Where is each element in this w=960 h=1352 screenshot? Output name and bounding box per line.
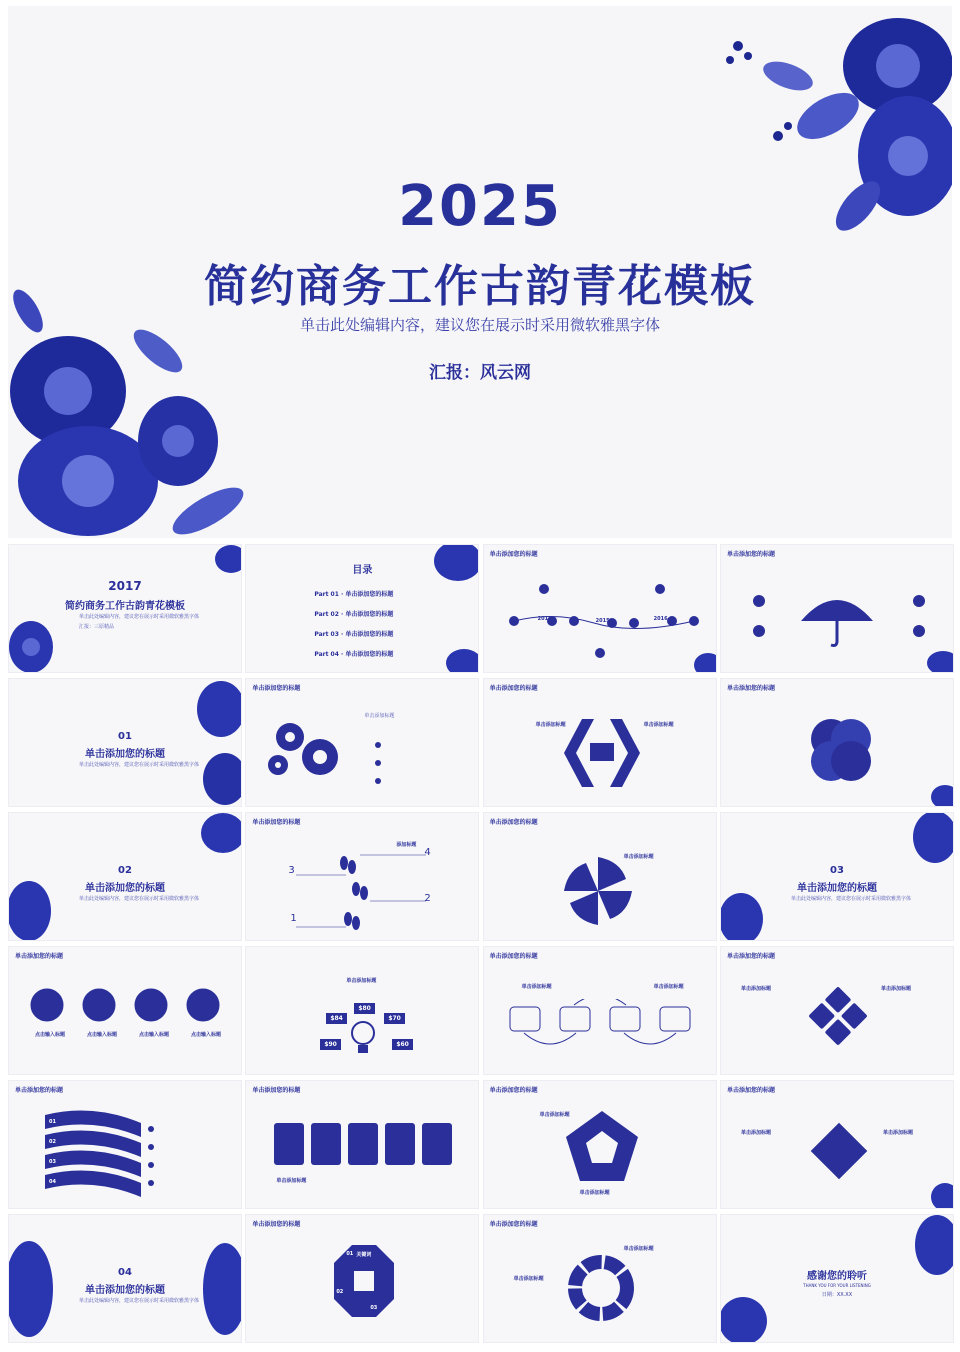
thumb-five-tiles[interactable] xyxy=(245,1080,479,1209)
footsteps-graphic xyxy=(286,841,436,931)
thumb-pinwheel[interactable] xyxy=(483,812,717,941)
price-tag: $70 xyxy=(384,1013,405,1024)
gear-text: 单击添加标题 xyxy=(364,713,395,719)
slide-header: 单击添加您的标题 xyxy=(489,1221,538,1228)
slide-header: 单击添加您的标题 xyxy=(726,685,775,692)
slide-header: 单击添加您的标题 xyxy=(252,819,301,826)
wave-bands-graphic xyxy=(43,1109,143,1199)
flower-decoration xyxy=(189,813,242,863)
thanks-title: 感谢您的聆听 xyxy=(806,1271,867,1282)
circle-label: 点击输入标题 xyxy=(139,1032,170,1038)
circle-label: 点击输入标题 xyxy=(191,1032,222,1038)
slide-header: 单击添加您的标题 xyxy=(489,1087,538,1094)
thumb-diamond-grid[interactable] xyxy=(720,946,954,1075)
item-title: 单击添加标题 xyxy=(535,722,566,728)
wave-number: 03 xyxy=(49,1159,56,1165)
thumb-section-01[interactable] xyxy=(8,678,242,807)
item-title: 单击添加标题 xyxy=(643,722,674,728)
flower-decoration xyxy=(185,679,242,807)
item-title: 单击添加标题 xyxy=(880,986,911,992)
thumb-timeline[interactable] xyxy=(483,544,717,673)
section-number: 01 xyxy=(118,731,132,742)
thumb-thanks[interactable] xyxy=(720,1214,954,1343)
thumb-process-boxes[interactable] xyxy=(483,946,717,1075)
item-title: 单击添加标题 xyxy=(579,1190,610,1196)
cover-author: 汇报：风云网 xyxy=(429,363,531,383)
item-title: 单击添加标题 xyxy=(740,986,771,992)
section-title: 单击添加您的标题 xyxy=(796,883,877,894)
thanks-subtitle: THANK YOU FOR YOUR LISTENING xyxy=(803,1283,871,1288)
flower-decoration xyxy=(925,1177,954,1209)
item-title: 单击添加标题 xyxy=(653,984,684,990)
five-tiles-graphic xyxy=(270,1119,460,1169)
section-title: 单击添加您的标题 xyxy=(85,1285,165,1296)
contents-item[interactable]: Part 04 · 单击添加您的标题 xyxy=(314,651,394,658)
puzzle-graphic xyxy=(807,1115,871,1187)
thumb-ring[interactable] xyxy=(483,1214,717,1343)
slide-header: 单击添加您的标题 xyxy=(726,1087,775,1094)
slide-header: 单击添加您的标题 xyxy=(489,819,538,826)
slide-year: 2017 xyxy=(108,579,142,593)
item-title: 单击添加标题 xyxy=(740,1130,771,1136)
gear-list-markers xyxy=(374,741,384,791)
price-tag: $60 xyxy=(392,1039,413,1050)
flower-decoration xyxy=(9,615,69,673)
slide-header: 单击添加您的标题 xyxy=(252,1221,301,1228)
step-number: 2 xyxy=(424,893,431,904)
circle-label: 点击输入标题 xyxy=(87,1032,118,1038)
price-tag: $84 xyxy=(326,1013,347,1024)
thumb-title-slide[interactable] xyxy=(8,544,242,673)
wave-list-markers xyxy=(147,1125,157,1195)
timeline-year: 2014 xyxy=(537,616,552,622)
four-circles-graphic xyxy=(23,985,233,1025)
ring-graphic xyxy=(566,1253,636,1323)
section-subtitle: 单击此处编辑内容，建议您在展示时采用微软雅黑字体 xyxy=(79,762,200,768)
slide-title: 简约商务工作古韵青花模板 xyxy=(65,601,185,612)
contents-item[interactable]: Part 02 · 单击添加您的标题 xyxy=(314,611,394,618)
slide-header: 单击添加您的标题 xyxy=(489,953,538,960)
item-title: 单击添加标题 xyxy=(882,1130,913,1136)
flower-decoration xyxy=(901,813,954,873)
thumb-hexagon-screen[interactable] xyxy=(483,678,717,807)
slide-header: 单击添加您的标题 xyxy=(489,551,538,558)
pinwheel-graphic xyxy=(560,853,636,929)
slide-thumbnail-grid xyxy=(8,544,952,1344)
step-number: 3 xyxy=(288,865,295,876)
thanks-date: 日期：XX.XX xyxy=(821,1292,853,1298)
pentagon-graphic xyxy=(562,1107,642,1187)
thumb-contents[interactable] xyxy=(245,544,479,673)
section-number: 02 xyxy=(118,865,132,876)
contents-title: 目录 xyxy=(352,565,373,576)
flower-decoration xyxy=(436,641,479,673)
cover-title: 简约商务工作古韵青花模板 xyxy=(204,261,756,312)
section-number: 04 xyxy=(118,1267,132,1278)
item-title: 单击添加标题 xyxy=(623,854,654,860)
item-title: 单击添加标题 xyxy=(276,1178,307,1184)
thumb-pentagon[interactable] xyxy=(483,1080,717,1209)
step-number: 4 xyxy=(424,847,431,858)
thumb-footsteps[interactable] xyxy=(245,812,479,941)
octa-number: 02 xyxy=(336,1289,344,1295)
thumb-section-02[interactable] xyxy=(8,812,242,941)
contents-list xyxy=(314,585,393,665)
section-subtitle: 单击此处编辑内容，建议您在展示时采用微软雅黑字体 xyxy=(79,896,200,902)
flower-decoration xyxy=(688,649,717,673)
process-graphic xyxy=(504,999,704,1049)
section-number: 03 xyxy=(830,865,844,876)
octa-number: 03 xyxy=(370,1305,378,1311)
slide-header: 单击添加您的标题 xyxy=(726,551,775,558)
thumb-section-04[interactable] xyxy=(8,1214,242,1343)
thumb-umbrella[interactable] xyxy=(720,544,954,673)
icon-circles xyxy=(751,591,931,641)
lightbulb-icon xyxy=(348,1019,378,1059)
section-title: 单击添加您的标题 xyxy=(85,883,165,894)
step-number: 1 xyxy=(290,913,297,924)
slide-header: 单击添加您的标题 xyxy=(15,1087,64,1094)
slide-subtitle: 单击此处编辑内容，建议您在展示时采用微软雅黑字体 xyxy=(79,614,200,620)
octa-number: 01 xyxy=(346,1251,354,1257)
price-tag: $90 xyxy=(320,1039,341,1050)
thumb-section-03[interactable] xyxy=(720,812,954,941)
slide-header: 单击添加您的标题 xyxy=(489,685,538,692)
thumb-wave-bands[interactable] xyxy=(8,1080,242,1209)
thumb-lightbulb-prices[interactable] xyxy=(245,946,479,1075)
keyword-label: 关键词 xyxy=(356,1252,372,1258)
contents-item[interactable]: Part 03 · 单击添加您的标题 xyxy=(314,631,394,638)
wave-number: 02 xyxy=(49,1139,56,1145)
hexagon-graphic xyxy=(560,715,644,791)
flower-decoration xyxy=(921,647,954,673)
slide-header: 单击添加您的标题 xyxy=(252,1087,301,1094)
section-subtitle: 单击此处编辑内容，建议您在展示时采用微软雅黑字体 xyxy=(790,896,911,902)
flower-decoration xyxy=(925,779,954,807)
thumb-puzzle[interactable] xyxy=(720,1080,954,1209)
wave-number: 01 xyxy=(49,1119,56,1125)
section-title: 单击添加您的标题 xyxy=(85,749,165,760)
slide-header: 单击添加您的标题 xyxy=(15,953,64,960)
thumb-octagon[interactable] xyxy=(245,1214,479,1343)
item-title: 单击添加标题 xyxy=(513,1276,544,1282)
cover-slide[interactable] xyxy=(8,6,952,538)
slide-author: 汇报：三原精品 xyxy=(79,624,115,630)
gears-icon xyxy=(260,715,350,785)
contents-item[interactable]: Part 01 · 单击添加您的标题 xyxy=(314,591,394,598)
thumb-four-circles[interactable] xyxy=(8,946,242,1075)
section-subtitle: 单击此处编辑内容，建议您在展示时采用微软雅黑字体 xyxy=(79,1298,200,1304)
timeline-year: 2016 xyxy=(653,616,668,622)
item-title: 单击添加标题 xyxy=(521,984,552,990)
item-title: 单击添加标题 xyxy=(346,978,377,984)
item-title: 单击添加标题 xyxy=(539,1112,570,1118)
thumb-venn[interactable] xyxy=(720,678,954,807)
diamond-graphic xyxy=(805,977,871,1055)
step-label: 添加标题 xyxy=(396,842,417,848)
slide-header: 单击添加您的标题 xyxy=(726,953,775,960)
venn-graphic xyxy=(805,715,875,785)
thumb-gears[interactable] xyxy=(245,678,479,807)
cover-year: 2025 xyxy=(398,174,562,239)
circle-label: 点击输入标题 xyxy=(35,1032,66,1038)
price-tag: $80 xyxy=(354,1003,375,1014)
item-title: 单击添加标题 xyxy=(623,1246,654,1252)
slide-header: 单击添加您的标题 xyxy=(252,685,301,692)
wave-number: 04 xyxy=(49,1179,56,1185)
timeline-year: 2015 xyxy=(595,618,610,624)
cover-subtitle: 单击此处编辑内容，建议您在展示时采用微软雅黑字体 xyxy=(299,316,660,334)
